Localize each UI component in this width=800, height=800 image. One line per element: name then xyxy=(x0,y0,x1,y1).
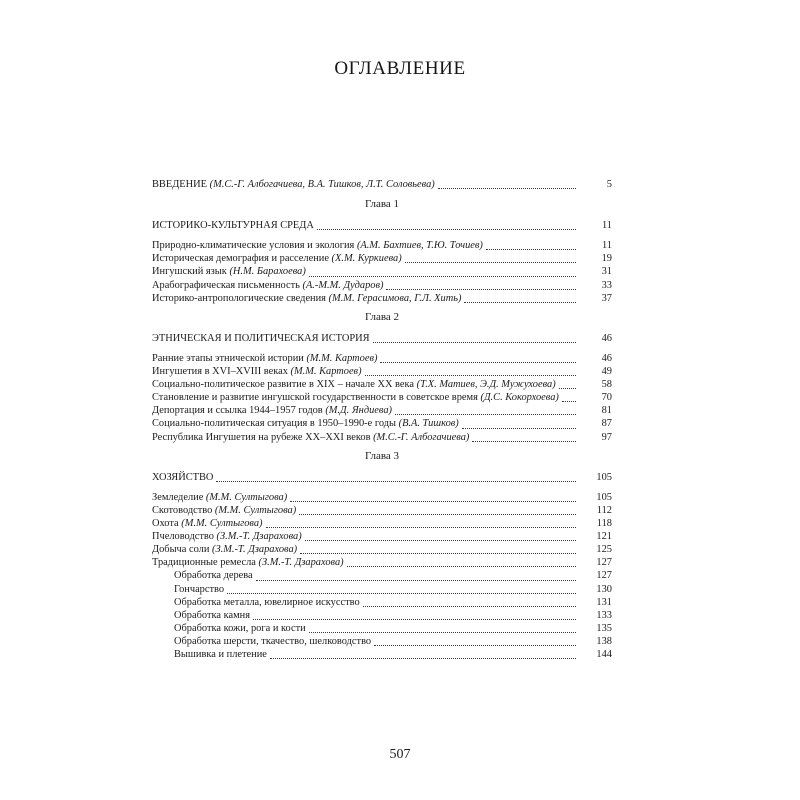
entry-text xyxy=(174,635,371,648)
entry-page-number: 105 xyxy=(596,491,612,503)
chapter-heading: Глава 3 xyxy=(364,449,400,462)
entry-page-number: 112 xyxy=(596,504,612,516)
entry-title: Охота xyxy=(152,517,179,529)
dot-leader xyxy=(559,387,576,389)
entry-title: ХОЗЯЙСТВО xyxy=(152,471,214,483)
entry-page-number: 5 xyxy=(606,179,612,190)
entry-author: (З.М.-Т. Дзарахова) xyxy=(212,544,298,556)
entry-page-number: 46 xyxy=(601,352,612,364)
entry-text xyxy=(152,292,461,305)
toc-entry xyxy=(152,391,612,404)
entry-title: ВВЕДЕНИЕ xyxy=(152,179,207,190)
entry-page-number: 11 xyxy=(601,240,612,252)
dot-leader xyxy=(386,288,576,290)
entry-page-number: 70 xyxy=(601,392,612,404)
entry-page-number: 46 xyxy=(601,332,612,344)
entry-text xyxy=(152,556,344,569)
toc-entry xyxy=(152,431,612,444)
entry-author: (Х.М. Куркиева) xyxy=(331,253,402,265)
toc-section-entry xyxy=(152,219,612,232)
entry-text xyxy=(174,596,360,609)
entry-text xyxy=(152,365,362,378)
entry-text xyxy=(174,583,224,596)
entry-page-number: 31 xyxy=(601,266,612,278)
toc-entry xyxy=(152,504,612,517)
entry-page-number: 58 xyxy=(601,379,612,391)
entry-page-number: 81 xyxy=(601,405,612,417)
toc-entry xyxy=(152,556,612,569)
entry-title: Становление и развитие ингушской государственности в советское время xyxy=(152,392,478,404)
entry-text xyxy=(152,530,302,543)
entry-title: Гончарство xyxy=(174,583,225,595)
toc-section-entry xyxy=(152,332,612,345)
dot-leader xyxy=(253,618,576,620)
dot-leader xyxy=(227,592,576,594)
entry-text xyxy=(152,404,392,417)
entry-title: Обработка металла, ювелирное искусство xyxy=(174,596,360,608)
entry-title: Депортация и ссылка 1944–1957 годов xyxy=(152,405,323,417)
entry-text xyxy=(152,352,377,365)
entry-page-number: 130 xyxy=(596,583,612,595)
dot-leader xyxy=(405,261,576,263)
toc-entry xyxy=(152,352,612,365)
dot-leader xyxy=(486,248,576,250)
dot-leader xyxy=(305,539,576,541)
entry-text xyxy=(174,622,306,635)
toc-entry xyxy=(152,530,612,543)
entry-text xyxy=(174,648,267,661)
entry-page-number: 19 xyxy=(601,253,612,265)
entry-text xyxy=(152,543,297,556)
entry-page-number: 37 xyxy=(601,292,612,304)
entry-author: (А.М. Бахтиев, Т.Ю. Точиев) xyxy=(356,240,483,252)
entry-page-number: 118 xyxy=(596,517,612,529)
toc-subentry xyxy=(152,583,612,596)
entry-text xyxy=(174,609,250,622)
entry-text xyxy=(152,391,559,404)
entry-title: Историко-антропологические сведения xyxy=(152,292,326,304)
entry-text xyxy=(174,569,253,582)
dot-leader xyxy=(270,657,576,659)
dot-leader xyxy=(300,552,576,554)
entry-title: Историческая демография и расселение xyxy=(152,253,329,265)
dot-leader xyxy=(462,427,576,429)
entry-page-number: 105 xyxy=(596,471,612,483)
dot-leader xyxy=(562,400,576,402)
dot-leader xyxy=(472,440,576,442)
dot-leader xyxy=(317,228,576,230)
entry-text xyxy=(152,504,296,517)
entry-title: ЭТНИЧЕСКАЯ И ПОЛИТИЧЕСКАЯ ИСТОРИЯ xyxy=(152,332,370,344)
toc-subentry xyxy=(152,635,612,648)
entry-title: Вышивка и плетение xyxy=(174,649,267,661)
entry-page-number: 97 xyxy=(601,431,612,443)
dot-leader xyxy=(380,361,576,363)
entry-title: Обработка дерева xyxy=(174,570,253,582)
dot-leader xyxy=(395,413,576,415)
entry-text xyxy=(152,431,469,444)
entry-title: Скотоводство xyxy=(152,504,213,516)
page-number: 507 xyxy=(389,747,411,762)
dot-leader xyxy=(216,480,576,482)
table-of-contents xyxy=(152,169,612,661)
entry-title: ИСТОРИКО-КУЛЬТУРНАЯ СРЕДА xyxy=(152,220,314,232)
entry-title: Традиционные ремесла xyxy=(152,557,256,569)
toc-section-entry xyxy=(152,178,612,191)
entry-title: Обработка камня xyxy=(174,609,251,621)
dot-leader xyxy=(373,341,576,343)
toc-subentry xyxy=(152,596,612,609)
entry-author: (В.А. Тишков) xyxy=(398,418,459,430)
entry-author: (М.М. Картоев) xyxy=(290,365,362,377)
toc-entry xyxy=(152,517,612,530)
entry-title: Природно-климатические условия и экология xyxy=(152,240,355,252)
entry-text xyxy=(152,239,483,252)
entry-text xyxy=(152,178,435,191)
entry-text xyxy=(152,332,370,345)
toc-subentry xyxy=(152,609,612,622)
dot-leader xyxy=(299,513,576,515)
toc-entry xyxy=(152,543,612,556)
entry-page-number: 133 xyxy=(596,609,612,621)
entry-title: Обработка кожи, рога и кости xyxy=(174,622,306,634)
entry-author: (З.М.-Т. Дзарахова) xyxy=(216,531,302,543)
dot-leader xyxy=(438,187,576,189)
dot-leader xyxy=(365,374,576,376)
dot-leader xyxy=(256,579,576,581)
entry-title: Пчеловодство xyxy=(152,531,214,543)
entry-title: Добыча соли xyxy=(152,544,210,556)
entry-page-number: 138 xyxy=(596,635,612,647)
toc-entry xyxy=(152,378,612,391)
entry-page-number: 33 xyxy=(601,279,612,291)
entry-title: Социально-политическое развитие в XIX – начале XX века xyxy=(152,379,415,391)
dot-leader xyxy=(290,500,576,502)
entry-author: (М.М. Султыгова) xyxy=(181,517,263,529)
entry-title: Социально-политическая ситуация в 1950–1990-е годы xyxy=(152,418,396,430)
entry-author: (М.М. Султыгова) xyxy=(214,504,297,516)
dot-leader xyxy=(309,275,576,277)
entry-text xyxy=(152,265,306,278)
entry-page-number: 127 xyxy=(596,570,612,582)
entry-title: Земледелие xyxy=(152,491,204,503)
toc-subentry xyxy=(152,648,612,661)
toc-entry xyxy=(152,292,612,305)
dot-leader xyxy=(363,605,576,607)
toc-subentry xyxy=(152,622,612,635)
toc-section-entry xyxy=(152,471,612,484)
entry-title: Арабографическая письменность xyxy=(152,279,300,291)
entry-author: (М.Д. Яндиева) xyxy=(325,405,392,417)
entry-text xyxy=(152,219,314,232)
entry-text xyxy=(152,252,402,265)
entry-title: Ингушетия в XVI–XVIII веках xyxy=(152,365,288,377)
entry-author: (М.М. Картоев) xyxy=(306,352,378,364)
entry-author: (Т.Х. Матиев, Э.Д. Мужухоева) xyxy=(416,379,556,391)
entry-page-number: 131 xyxy=(596,596,612,608)
entry-text xyxy=(152,491,287,504)
entry-text xyxy=(152,417,459,430)
toc-entry xyxy=(152,365,612,378)
entry-author: (М.С.-Г. Албогачиева, В.А. Тишков, Л.Т. Соловьева) xyxy=(209,179,435,190)
toc-entry xyxy=(152,239,612,252)
entry-author: (А.-М.М. Дударов) xyxy=(302,279,384,291)
entry-author: (М.С.-Г. Албогачиева) xyxy=(373,431,470,443)
entry-page-number: 121 xyxy=(596,531,612,543)
toc-entry xyxy=(152,417,612,430)
entry-page-number: 11 xyxy=(601,220,612,232)
entry-text xyxy=(152,471,213,484)
toc-entry xyxy=(152,279,612,292)
toc-entry xyxy=(152,404,612,417)
entry-author: (М.М. Герасимова, Г.Л. Хить) xyxy=(328,292,462,304)
chapter-heading: Глава 2 xyxy=(364,310,400,323)
entry-title: Ингушский язык xyxy=(152,266,227,278)
dot-leader xyxy=(464,301,576,303)
toc-entry xyxy=(152,265,612,278)
entry-author: (З.М.-Т. Дзарахова) xyxy=(258,557,344,569)
entry-title: Обработка шерсти, ткачество, шелководство xyxy=(174,635,372,647)
chapter-heading: Глава 1 xyxy=(364,198,400,211)
dot-leader xyxy=(266,526,576,528)
entry-page-number: 135 xyxy=(596,622,612,634)
entry-page-number: 144 xyxy=(596,649,612,661)
entry-author: (М.М. Султыгова) xyxy=(205,491,288,503)
entry-text xyxy=(152,279,383,292)
entry-text xyxy=(152,517,263,530)
page-title: ОГЛАВЛЕНИЕ xyxy=(334,58,466,79)
entry-page-number: 127 xyxy=(596,557,612,569)
entry-author: (Н.М. Барахоева) xyxy=(229,266,306,278)
entry-title: Республика Ингушетия на рубеже XX–XXI веков xyxy=(152,431,371,443)
toc-entry xyxy=(152,491,612,504)
entry-page-number: 125 xyxy=(596,544,612,556)
entry-page-number: 87 xyxy=(601,418,612,430)
dot-leader xyxy=(347,565,576,567)
dot-leader xyxy=(374,644,576,646)
dot-leader xyxy=(309,631,576,633)
toc-subentry xyxy=(152,569,612,582)
entry-page-number: 49 xyxy=(601,365,612,377)
entry-text xyxy=(152,378,556,391)
entry-title: Ранние этапы этнической истории xyxy=(152,352,304,364)
toc-entry xyxy=(152,252,612,265)
entry-author: (Д.С. Кокорхоева) xyxy=(480,392,559,404)
